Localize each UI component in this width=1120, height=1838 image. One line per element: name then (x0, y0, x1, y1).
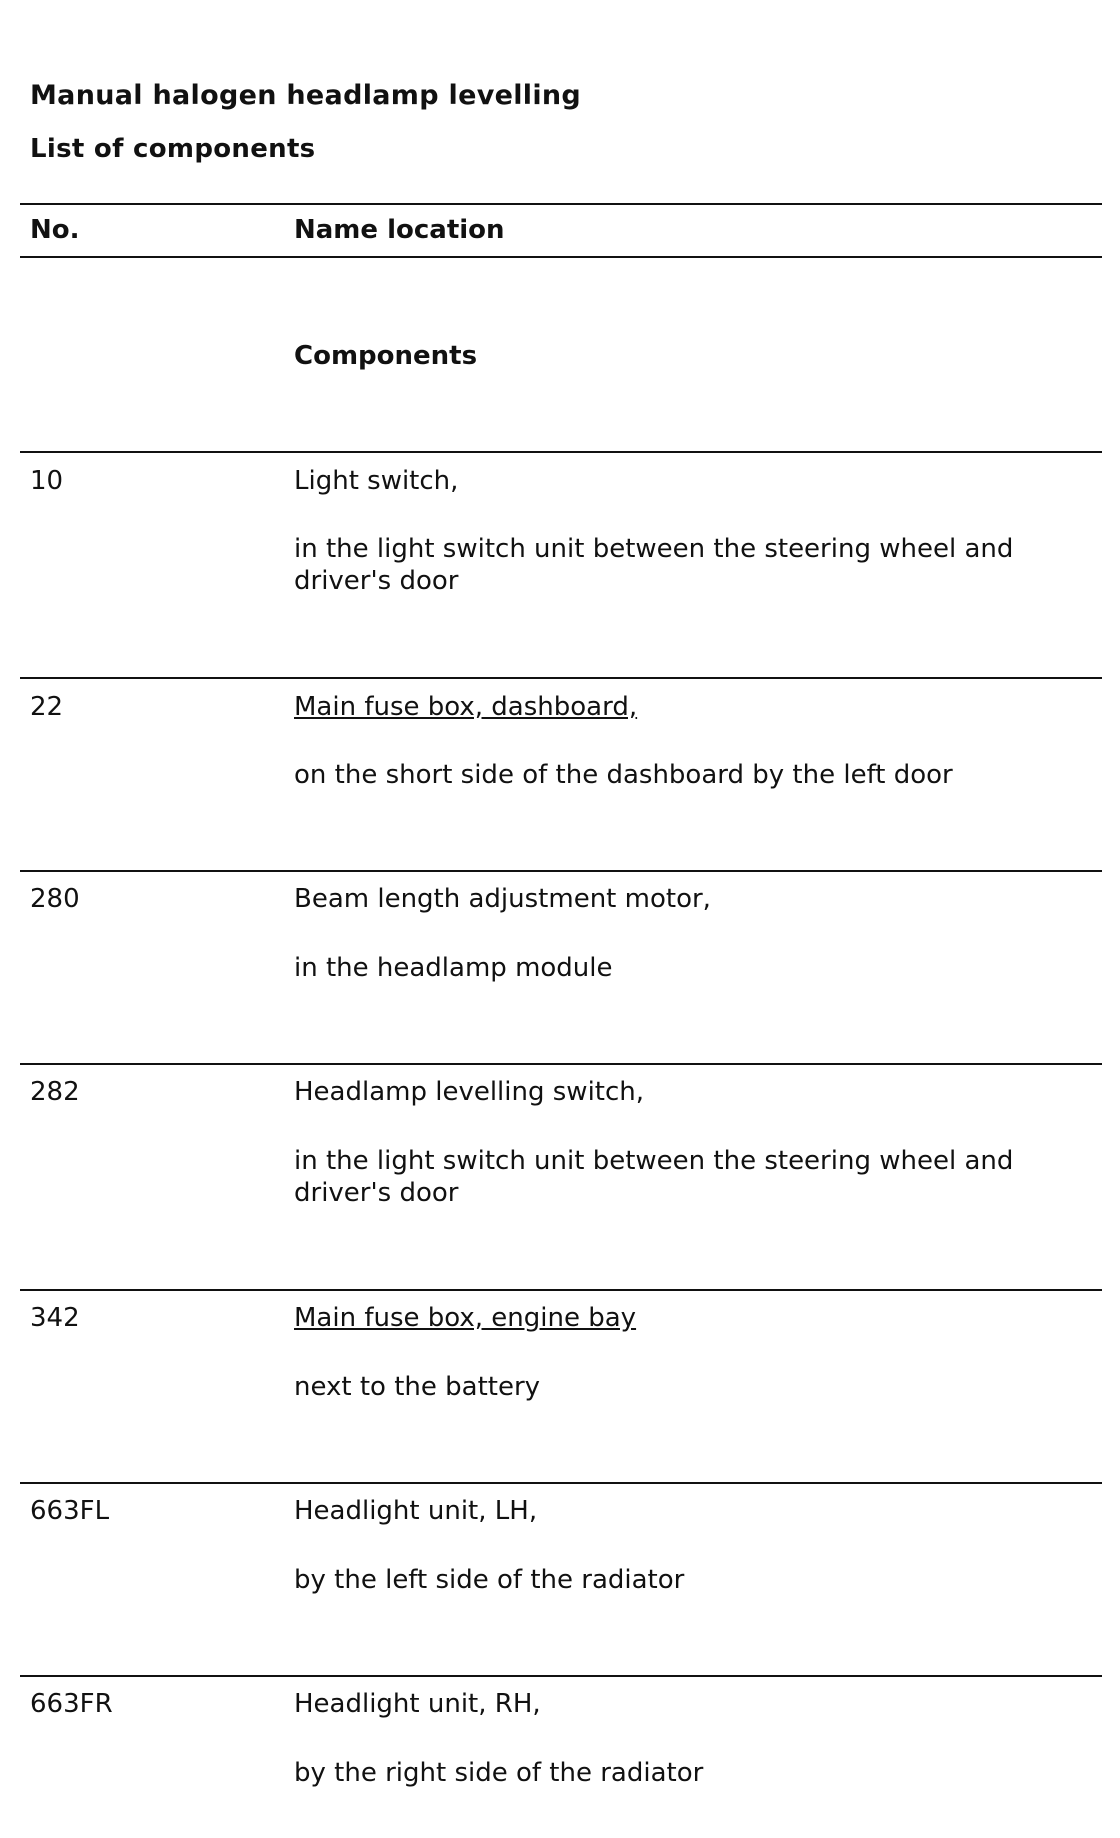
component-name-link[interactable]: Main fuse box, engine bay (294, 1303, 637, 1333)
row-divider (20, 1675, 1102, 1677)
row-divider (20, 1289, 1102, 1291)
component-number: 663FL (30, 1496, 110, 1526)
header-bottom-rule (20, 256, 1102, 258)
component-name: Headlight unit, RH, (294, 1689, 541, 1719)
document-subtitle: List of components (30, 134, 316, 164)
row-divider (20, 870, 1102, 872)
component-number: 280 (30, 884, 80, 914)
row-divider (20, 1482, 1102, 1484)
column-header-no: No. (30, 215, 80, 245)
section-label: Components (294, 341, 478, 371)
component-location: by the right side of the radiator (294, 1758, 704, 1788)
row-divider (20, 1063, 1102, 1065)
column-header-name-location: Name location (294, 215, 505, 245)
component-number: 10 (30, 466, 64, 496)
component-name: Headlamp levelling switch, (294, 1077, 645, 1107)
component-name: Light switch, (294, 466, 459, 496)
component-location: in the headlamp module (294, 953, 613, 983)
component-location: in the light switch unit between the steering wheel and (294, 534, 1014, 564)
table-top-rule (20, 203, 1102, 205)
row-divider (20, 451, 1102, 453)
component-name: Beam length adjustment motor, (294, 884, 711, 914)
component-location: next to the battery (294, 1372, 541, 1402)
component-number: 22 (30, 692, 64, 722)
row-divider (20, 677, 1102, 679)
component-name: Headlight unit, LH, (294, 1496, 538, 1526)
component-location: by the left side of the radiator (294, 1565, 685, 1595)
document-title: Manual halogen headlamp levelling (30, 80, 582, 111)
component-location: in the light switch unit between the steering wheel and (294, 1146, 1014, 1176)
component-name-link[interactable]: Main fuse box, dashboard, (294, 692, 638, 722)
component-location-continued: driver's door (294, 1178, 459, 1208)
component-number: 663FR (30, 1689, 113, 1719)
component-location: on the short side of the dashboard by the left door (294, 760, 953, 790)
component-number: 282 (30, 1077, 80, 1107)
component-location-continued: driver's door (294, 566, 459, 596)
component-number: 342 (30, 1303, 80, 1333)
